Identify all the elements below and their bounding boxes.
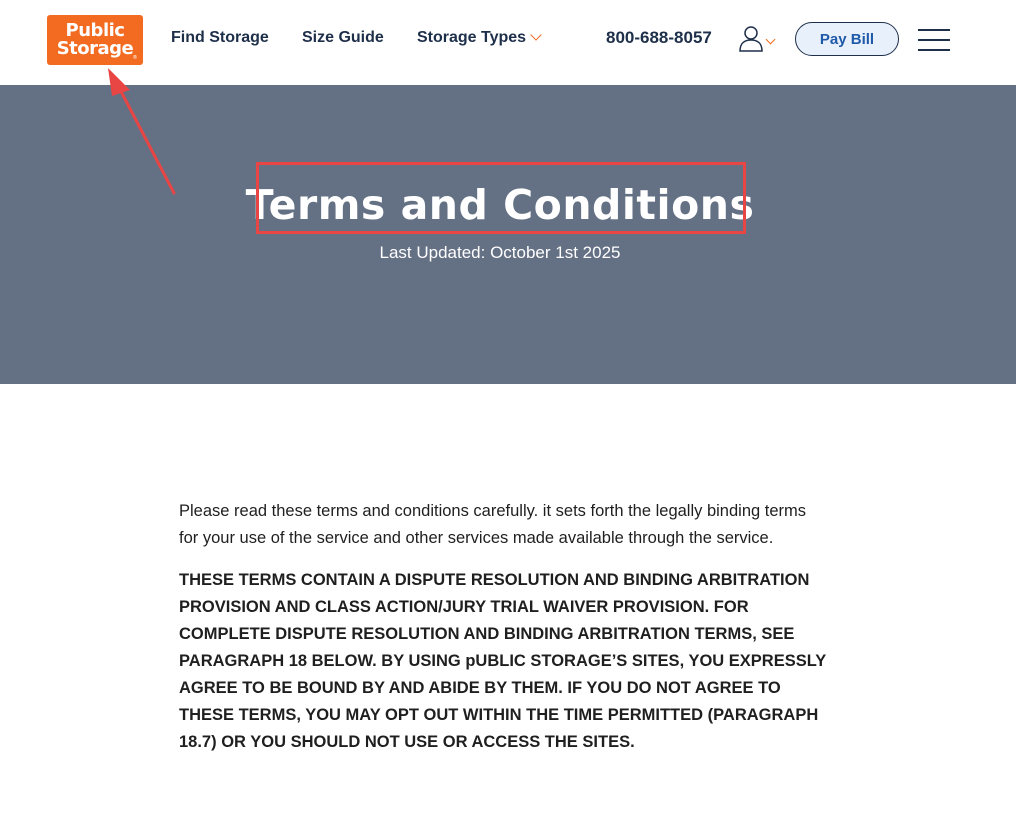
menu-bar bbox=[918, 39, 950, 41]
logo-line-2: Storage bbox=[56, 38, 134, 59]
nav-size-guide[interactable]: Size Guide bbox=[302, 29, 384, 46]
annotation-arrow-icon bbox=[100, 60, 190, 200]
title-highlight-box bbox=[256, 162, 746, 234]
menu-bar bbox=[918, 29, 950, 31]
trademark-mark: ® bbox=[132, 55, 137, 61]
page-title: Terms and Conditions bbox=[245, 181, 755, 229]
phone-number-link[interactable]: 800-688-8057 bbox=[606, 28, 712, 47]
last-updated-text: Last Updated: October 1st 2025 bbox=[379, 243, 621, 262]
nav-find-storage[interactable]: Find Storage bbox=[171, 29, 269, 46]
nav-storage-types-label: Storage Types bbox=[417, 29, 527, 46]
chevron-down-icon bbox=[530, 29, 541, 40]
nav-storage-types[interactable] bbox=[417, 28, 540, 48]
account-chevron-down-icon[interactable] bbox=[766, 35, 776, 45]
user-icon[interactable] bbox=[739, 26, 763, 52]
menu-bar bbox=[918, 49, 950, 51]
intro-paragraph: Please read these terms and conditions carefully. it sets forth the legally binding terms for your use of the service and other services made available through the service. bbox=[179, 502, 807, 547]
terms-content bbox=[179, 498, 829, 771]
logo-line-1: Public bbox=[65, 20, 125, 41]
arbitration-notice: THESE TERMS CONTAIN A DISPUTE RESOLUTION AND BINDING ARBITRATION PROVISION AND CLASS ACTION/JURY TRIAL WAIVER PROVISION. FOR COMPLETE DISPUTE RESOLUTION AND BINDING ARBITRATION TERMS, SEE PARAGRAPH 18 BELOW. BY USING pUBLIC STORAGE’S SITES, YOU EXPRESSLY AGREE TO BE BOUND BY AND ABIDE BY THEM. IF YOU DO NOT AGREE TO THESE TERMS, YOU MAY OPT OUT WITHIN THE TIME PERMITTED (PARAGRAPH 18.7) OR YOU SHOULD NOT USE OR ACCESS THE SITES. bbox=[179, 571, 826, 751]
pay-bill-button[interactable]: Pay Bill bbox=[795, 22, 899, 56]
public-storage-logo[interactable] bbox=[47, 15, 143, 65]
menu-icon[interactable] bbox=[918, 29, 950, 51]
